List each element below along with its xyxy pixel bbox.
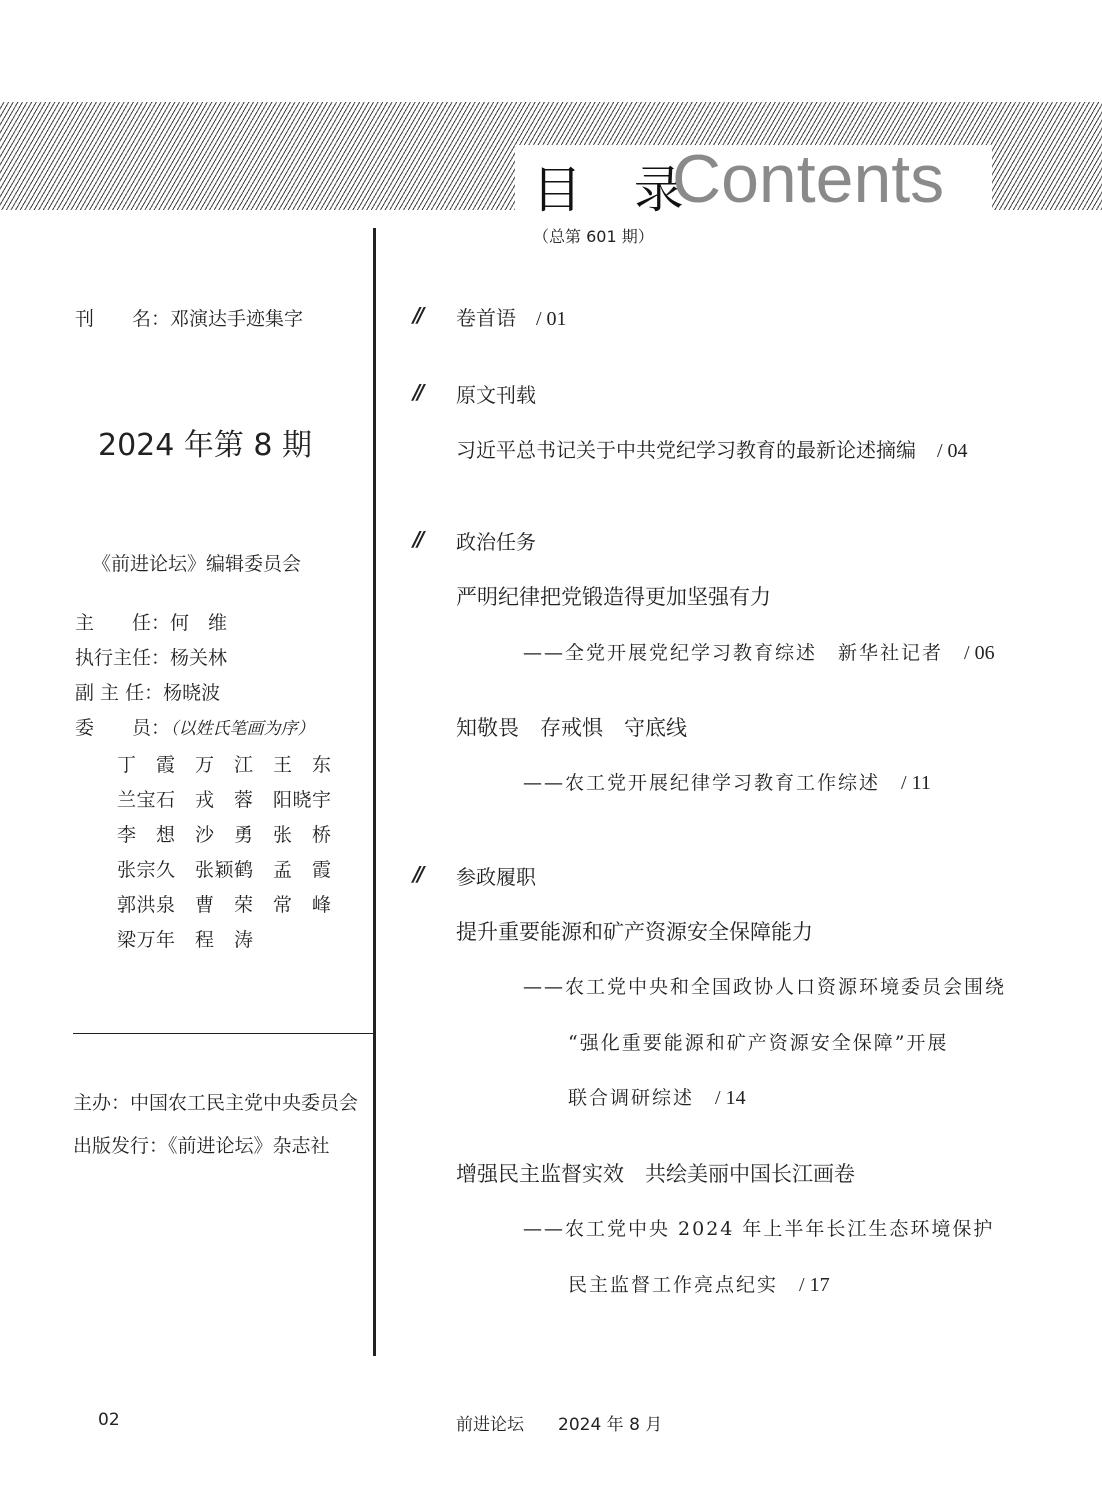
member-name: 曹荣 [195, 894, 253, 916]
title-cn: 目 录 [532, 161, 702, 219]
page-number: / 01 [536, 308, 567, 330]
member-name: 梁万年 [117, 929, 175, 951]
subtitle-text: ——全党开展党纪学习教育综述 新华社记者 [523, 642, 944, 664]
role-row [75, 678, 220, 705]
role-row [75, 713, 315, 740]
role-value: 杨晓波 [163, 682, 221, 704]
article-title[interactable]: 增强民主监督实效 共绘美丽中国长江画卷 [456, 1162, 855, 1186]
title-en: Contents [672, 141, 945, 217]
committee-title: 《前进论坛》编辑委员会 [92, 553, 302, 575]
horizontal-divider [73, 1033, 375, 1034]
subtitle-text: ——农工党开展纪律学习教育工作综述 [523, 772, 881, 794]
article-subtitle [523, 768, 931, 795]
role-label: 执行主任： [75, 647, 171, 669]
article-subtitle: ——农工党中央和全国政协人口资源环境委员会围绕 [523, 976, 1007, 998]
members-row [117, 923, 351, 958]
role-label: 委 员： [75, 717, 171, 739]
member-name: 张颖鹤 [195, 859, 253, 881]
members-row [117, 783, 351, 818]
role-value: 杨关林 [170, 647, 228, 669]
footer-journal [456, 1410, 662, 1435]
section-title: 参政履职 [456, 865, 536, 889]
section-bullet-icon: // [413, 862, 422, 886]
role-row [75, 608, 227, 635]
member-name: 孟霞 [273, 859, 331, 881]
member-name: 常峰 [273, 894, 331, 916]
article-subtitle [568, 1270, 830, 1297]
article-title[interactable]: 严明纪律把党锻造得更加坚强有力 [456, 585, 771, 609]
article-title[interactable]: 提升重要能源和矿产资源安全保障能力 [456, 920, 813, 944]
vertical-divider [373, 228, 376, 1356]
section-bullet-icon: // [413, 527, 422, 551]
section-title: 政治任务 [456, 530, 536, 554]
member-name: 程涛 [195, 929, 253, 951]
footer-journal-name: 前进论坛 [456, 1415, 524, 1435]
member-name: 王东 [273, 754, 331, 776]
page-number: / 06 [964, 642, 995, 664]
journal-name-row [75, 304, 303, 331]
page-number: / 11 [901, 772, 931, 794]
article-subtitle: “强化重要能源和矿产资源安全保障”开展 [568, 1032, 949, 1054]
article-subtitle [568, 1083, 746, 1110]
article-title[interactable]: 知敬畏 存戒惧 守底线 [456, 716, 687, 740]
footer-date: 2024 年 8 月 [558, 1415, 663, 1435]
toc-entry[interactable] [456, 302, 567, 331]
member-name: 张桥 [273, 824, 331, 846]
section-bullet-icon: // [413, 380, 422, 404]
member-name: 兰宝石 [117, 789, 175, 811]
member-name: 万江 [195, 754, 253, 776]
role-row [75, 643, 227, 670]
role-value: 何 维 [170, 612, 228, 634]
issue-total: （总第 601 期） [533, 227, 654, 246]
role-label: 副 主 任： [75, 682, 164, 704]
members-list [117, 748, 351, 958]
members-row [117, 818, 351, 853]
subtitle-text: 联合调研综述 [568, 1087, 695, 1109]
members-row [117, 853, 351, 888]
publisher: 出版发行：《前进论坛》杂志社 [73, 1135, 330, 1157]
journal-label: 刊 名： [75, 308, 171, 330]
members-row [117, 888, 351, 923]
section-title: 卷首语 [456, 306, 516, 330]
member-name: 张宗久 [117, 859, 175, 881]
member-name: 李想 [117, 824, 175, 846]
article-title: 习近平总书记关于中共党纪学习教育的最新论述摘编 [456, 438, 916, 462]
role-label: 主 任： [75, 612, 171, 634]
article-subtitle [523, 638, 995, 665]
article-subtitle: ——农工党中央 2024 年上半年长江生态环境保护 [523, 1218, 995, 1240]
member-name: 丁霞 [117, 754, 175, 776]
section-bullet-icon: // [413, 303, 422, 327]
role-value: （以姓氏笔画为序） [170, 719, 315, 739]
sponsor: 主办：中国农工民主党中央委员会 [73, 1092, 359, 1114]
members-row [117, 748, 351, 783]
member-name: 阳晓宇 [273, 789, 331, 811]
member-name: 沙勇 [195, 824, 253, 846]
member-name: 郭洪泉 [117, 894, 175, 916]
issue-number: 2024 年第 8 期 [98, 428, 313, 463]
member-name: 戎蓉 [195, 789, 253, 811]
page-number: / 04 [937, 440, 968, 462]
page-number: / 17 [799, 1274, 830, 1296]
journal-name: 邓演达手迹集字 [170, 308, 304, 330]
page-number: / 14 [715, 1087, 746, 1109]
toc-entry[interactable] [456, 434, 968, 464]
section-title: 原文刊载 [456, 383, 536, 407]
subtitle-text: 民主监督工作亮点纪实 [568, 1274, 779, 1296]
footer-page-number: 02 [98, 1410, 120, 1430]
